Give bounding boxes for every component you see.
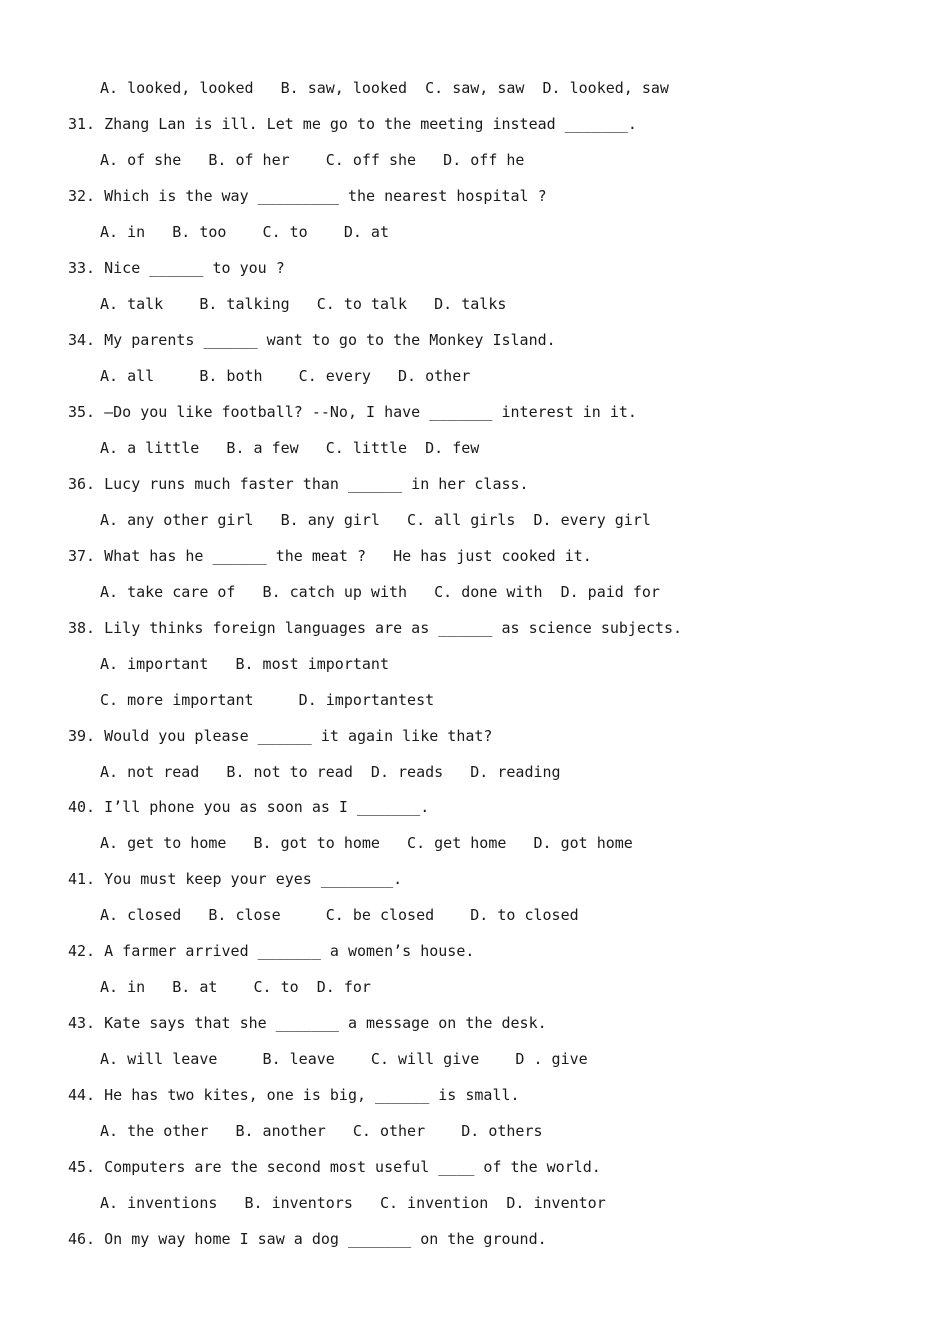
options-44: A. the other B. another C. other D. others [100, 1122, 543, 1140]
question-42: 42. A farmer arrived _______ a women’s house. [68, 942, 475, 960]
question-43: 43. Kate says that she _______ a message on the desk. [68, 1014, 547, 1032]
options-41: A. closed B. close C. be closed D. to closed [100, 906, 579, 924]
options-37: A. take care of B. catch up with C. done with D. paid for [100, 583, 660, 601]
question-37: 37. What has he ______ the meat ? He has just cooked it. [68, 547, 592, 565]
options-40: A. get to home B. got to home C. get home D. got home [100, 834, 633, 852]
question-35: 35. –Do you like football? --No, I have _______ interest in it. [68, 403, 637, 421]
options-39: A. not read B. not to read D. reads D. reading [100, 763, 561, 781]
options-33: A. talk B. talking C. to talk D. talks [100, 295, 507, 313]
options-line: A. looked, looked B. saw, looked C. saw, saw D. looked, saw [100, 79, 669, 97]
options-42: A. in B. at C. to D. for [100, 978, 371, 996]
options-31: A. of she B. of her C. off she D. off he [100, 151, 525, 169]
question-31: 31. Zhang Lan is ill. Let me go to the meeting instead _______. [68, 115, 637, 133]
question-32: 32. Which is the way _________ the nearest hospital ? [68, 187, 547, 205]
question-38: 38. Lily thinks foreign languages are as ______ as science subjects. [68, 619, 683, 637]
question-44: 44. He has two kites, one is big, ______ is small. [68, 1086, 520, 1104]
options-36: A. any other girl B. any girl C. all girls D. every girl [100, 511, 651, 529]
question-34: 34. My parents ______ want to go to the Monkey Island. [68, 331, 556, 349]
options-45: A. inventions B. inventors C. invention D. inventor [100, 1194, 606, 1212]
question-36: 36. Lucy runs much faster than ______ in her class. [68, 475, 529, 493]
question-41: 41. You must keep your eyes ________. [68, 870, 403, 888]
question-39: 39. Would you please ______ it again like that? [68, 727, 493, 745]
question-40: 40. I’ll phone you as soon as I _______. [68, 798, 430, 816]
options-43: A. will leave B. leave C. will give D . give [100, 1050, 588, 1068]
question-45: 45. Computers are the second most useful ____ of the world. [68, 1158, 601, 1176]
options-32: A. in B. too C. to D. at [100, 223, 389, 241]
options-34: A. all B. both C. every D. other [100, 367, 471, 385]
options-38-a: A. important B. most important [100, 655, 389, 673]
question-46: 46. On my way home I saw a dog _______ on the ground. [68, 1230, 547, 1248]
options-38-b: C. more important D. importantest [100, 691, 435, 709]
options-35: A. a little B. a few C. little D. few [100, 439, 480, 457]
question-33: 33. Nice ______ to you ? [68, 259, 285, 277]
